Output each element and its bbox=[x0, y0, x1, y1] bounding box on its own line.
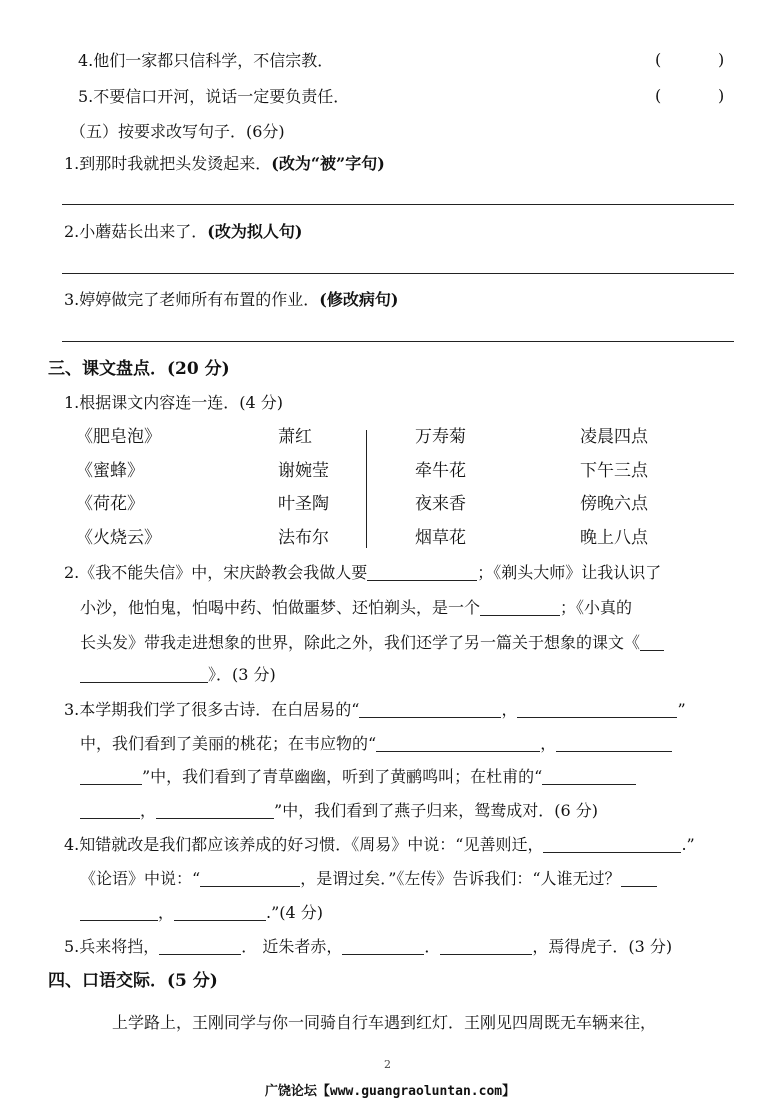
section5-q1 bbox=[64, 153, 385, 175]
q3-text-g: ， bbox=[140, 801, 157, 820]
blank[interactable] bbox=[367, 564, 477, 581]
blank[interactable] bbox=[342, 938, 424, 955]
q2-text-c: 小沙，他怕鬼，怕喝中药、怕做噩梦、还怕剃头，是一个 bbox=[80, 598, 481, 617]
section3-title: 三、课文盘点．(20 分) bbox=[48, 359, 230, 379]
blank[interactable] bbox=[480, 599, 560, 616]
section3-q2-line2 bbox=[80, 597, 632, 619]
judgement-q5-paren-close: ) bbox=[718, 86, 725, 105]
judgement-q4-text: 4.他们一家都只信科学，不信宗教． bbox=[78, 51, 334, 70]
section3-q2-line4 bbox=[80, 664, 276, 686]
blank[interactable] bbox=[543, 836, 681, 853]
blank[interactable] bbox=[156, 802, 274, 819]
q2-text-a: 2.《我不能失信》中，宋庆龄教会我做人要 bbox=[64, 563, 368, 582]
q3-text-a: 3.本学期我们学了很多古诗．在白居易的“ bbox=[64, 700, 360, 719]
q5-text-d: ，焉得虎子．(3 分) bbox=[532, 937, 673, 956]
match-time-4: 晚上八点 bbox=[580, 528, 648, 548]
q3-text-h: ”中，我们看到了燕子归来，鸳鸯成对．(6 分) bbox=[274, 801, 598, 820]
q2-text-b: ；《剃头大师》让我认识了 bbox=[477, 563, 662, 582]
blank[interactable] bbox=[542, 768, 636, 785]
match-title-2: 《蜜蜂》 bbox=[76, 461, 144, 481]
q3-text-f: ”中，我们看到了青草幽幽，听到了黄鹂鸣叫；在杜甫的“ bbox=[142, 767, 543, 786]
section5-q3 bbox=[64, 289, 398, 311]
q3-text-d: 中，我们看到了美丽的桃花；在韦应物的“ bbox=[80, 734, 377, 753]
site-footer: 广饶论坛【www.guangraoluntan.com】 bbox=[264, 1084, 516, 1099]
q3-text-e: ， bbox=[540, 734, 557, 753]
section5-q3-hint: (修改病句) bbox=[319, 290, 399, 309]
section5-title: （五）按要求改写句子．(6分) bbox=[70, 122, 285, 141]
blank[interactable] bbox=[80, 904, 158, 921]
q3-text-b: ， bbox=[501, 700, 518, 719]
answer-line-3 bbox=[62, 341, 734, 342]
answer-line-1 bbox=[62, 204, 734, 205]
match-time-1: 凌晨四点 bbox=[580, 427, 648, 447]
section3-q3-line4 bbox=[80, 800, 598, 822]
blank[interactable] bbox=[376, 735, 540, 752]
q2-text-f: 》．(3 分) bbox=[208, 665, 276, 684]
match-time-2: 下午三点 bbox=[580, 461, 648, 481]
q4-text-e: ， bbox=[158, 903, 175, 922]
blank[interactable] bbox=[440, 938, 532, 955]
match-flower-2: 牵牛花 bbox=[415, 461, 466, 481]
q5-text-c: ． bbox=[424, 937, 441, 956]
section3-q2-line3 bbox=[80, 632, 664, 654]
q4-text-c: 《论语》中说：“ bbox=[80, 869, 201, 888]
judgement-q5-text: 5.不要信口开河，说话一定要负责任． bbox=[78, 87, 350, 106]
blank[interactable] bbox=[640, 634, 664, 651]
section3-q2-line1 bbox=[64, 562, 661, 584]
match-flower-3: 夜来香 bbox=[415, 494, 466, 514]
section5-q2-hint: (改为拟人句) bbox=[207, 222, 303, 241]
match-author-3: 叶圣陶 bbox=[278, 494, 329, 514]
match-flower-4: 烟草花 bbox=[415, 528, 466, 548]
blank[interactable] bbox=[359, 701, 501, 718]
section5-q1-text: 1.到那时我就把头发烫起来． bbox=[64, 154, 272, 173]
section5-q3-text: 3.婷婷做完了老师所有布置的作业． bbox=[64, 290, 320, 309]
blank[interactable] bbox=[80, 802, 140, 819]
match-author-1: 萧红 bbox=[278, 427, 312, 447]
section4-text: 上学路上，王刚同学与你一同骑自行车遇到红灯．王刚见四周既无车辆来往， bbox=[112, 1013, 657, 1032]
section3-q3-line3 bbox=[80, 766, 636, 788]
q2-text-e: 长头发》带我走进想象的世界，除此之外，我们还学了另一篇关于想象的课文《 bbox=[80, 633, 641, 652]
section3-q5 bbox=[64, 936, 672, 958]
section5-q2-text: 2.小蘑菇长出来了． bbox=[64, 222, 208, 241]
section3-q4-line2 bbox=[80, 868, 657, 890]
q5-text-a: 5.兵来将挡， bbox=[64, 937, 160, 956]
judgement-q4-paren-open: ( bbox=[655, 50, 662, 69]
match-title-3: 《荷花》 bbox=[76, 494, 144, 514]
blank[interactable] bbox=[621, 870, 657, 887]
q4-text-a: 4.知错就改是我们都应该养成的好习惯．《周易》中说：“见善则迁， bbox=[64, 835, 544, 854]
page-number: 2 bbox=[384, 1058, 391, 1071]
section5-q2 bbox=[64, 221, 302, 243]
section4-title: 四、口语交际．(5 分) bbox=[48, 971, 218, 991]
blank[interactable] bbox=[517, 701, 677, 718]
match-flower-1: 万寿菊 bbox=[415, 427, 466, 447]
match-title-1: 《肥皂泡》 bbox=[76, 427, 161, 447]
blank[interactable] bbox=[174, 904, 266, 921]
q3-text-c: ” bbox=[677, 700, 686, 719]
blank[interactable] bbox=[80, 666, 208, 683]
blank[interactable] bbox=[159, 938, 241, 955]
section3-q4-line3 bbox=[80, 902, 323, 924]
section3-q3-line1 bbox=[64, 699, 686, 721]
judgement-q5-paren-open: ( bbox=[655, 86, 662, 105]
matching-divider bbox=[366, 430, 367, 548]
section3-q3-line2 bbox=[80, 733, 672, 755]
match-author-4: 法布尔 bbox=[278, 528, 329, 548]
answer-line-2 bbox=[62, 273, 734, 274]
section3-q4-line1 bbox=[64, 834, 695, 856]
q4-text-d: ，是谓过矣．”《左传》告诉我们：“人谁无过？ bbox=[300, 869, 621, 888]
blank[interactable] bbox=[80, 768, 142, 785]
match-time-3: 傍晚六点 bbox=[580, 494, 648, 514]
section3-q1-title: 1.根据课文内容连一连．(4 分) bbox=[64, 393, 284, 412]
q5-text-b: ． 近朱者赤， bbox=[241, 937, 343, 956]
match-title-4: 《火烧云》 bbox=[76, 528, 161, 548]
judgement-q4-paren-close: ) bbox=[718, 50, 725, 69]
q4-text-b: .” bbox=[681, 835, 695, 854]
match-author-2: 谢婉莹 bbox=[278, 461, 329, 481]
q2-text-d: ；《小真的 bbox=[560, 598, 633, 617]
section5-q1-hint: (改为“被”字句) bbox=[271, 154, 385, 173]
q4-text-f: .”(4 分) bbox=[266, 903, 324, 922]
blank[interactable] bbox=[556, 735, 672, 752]
blank[interactable] bbox=[200, 870, 300, 887]
